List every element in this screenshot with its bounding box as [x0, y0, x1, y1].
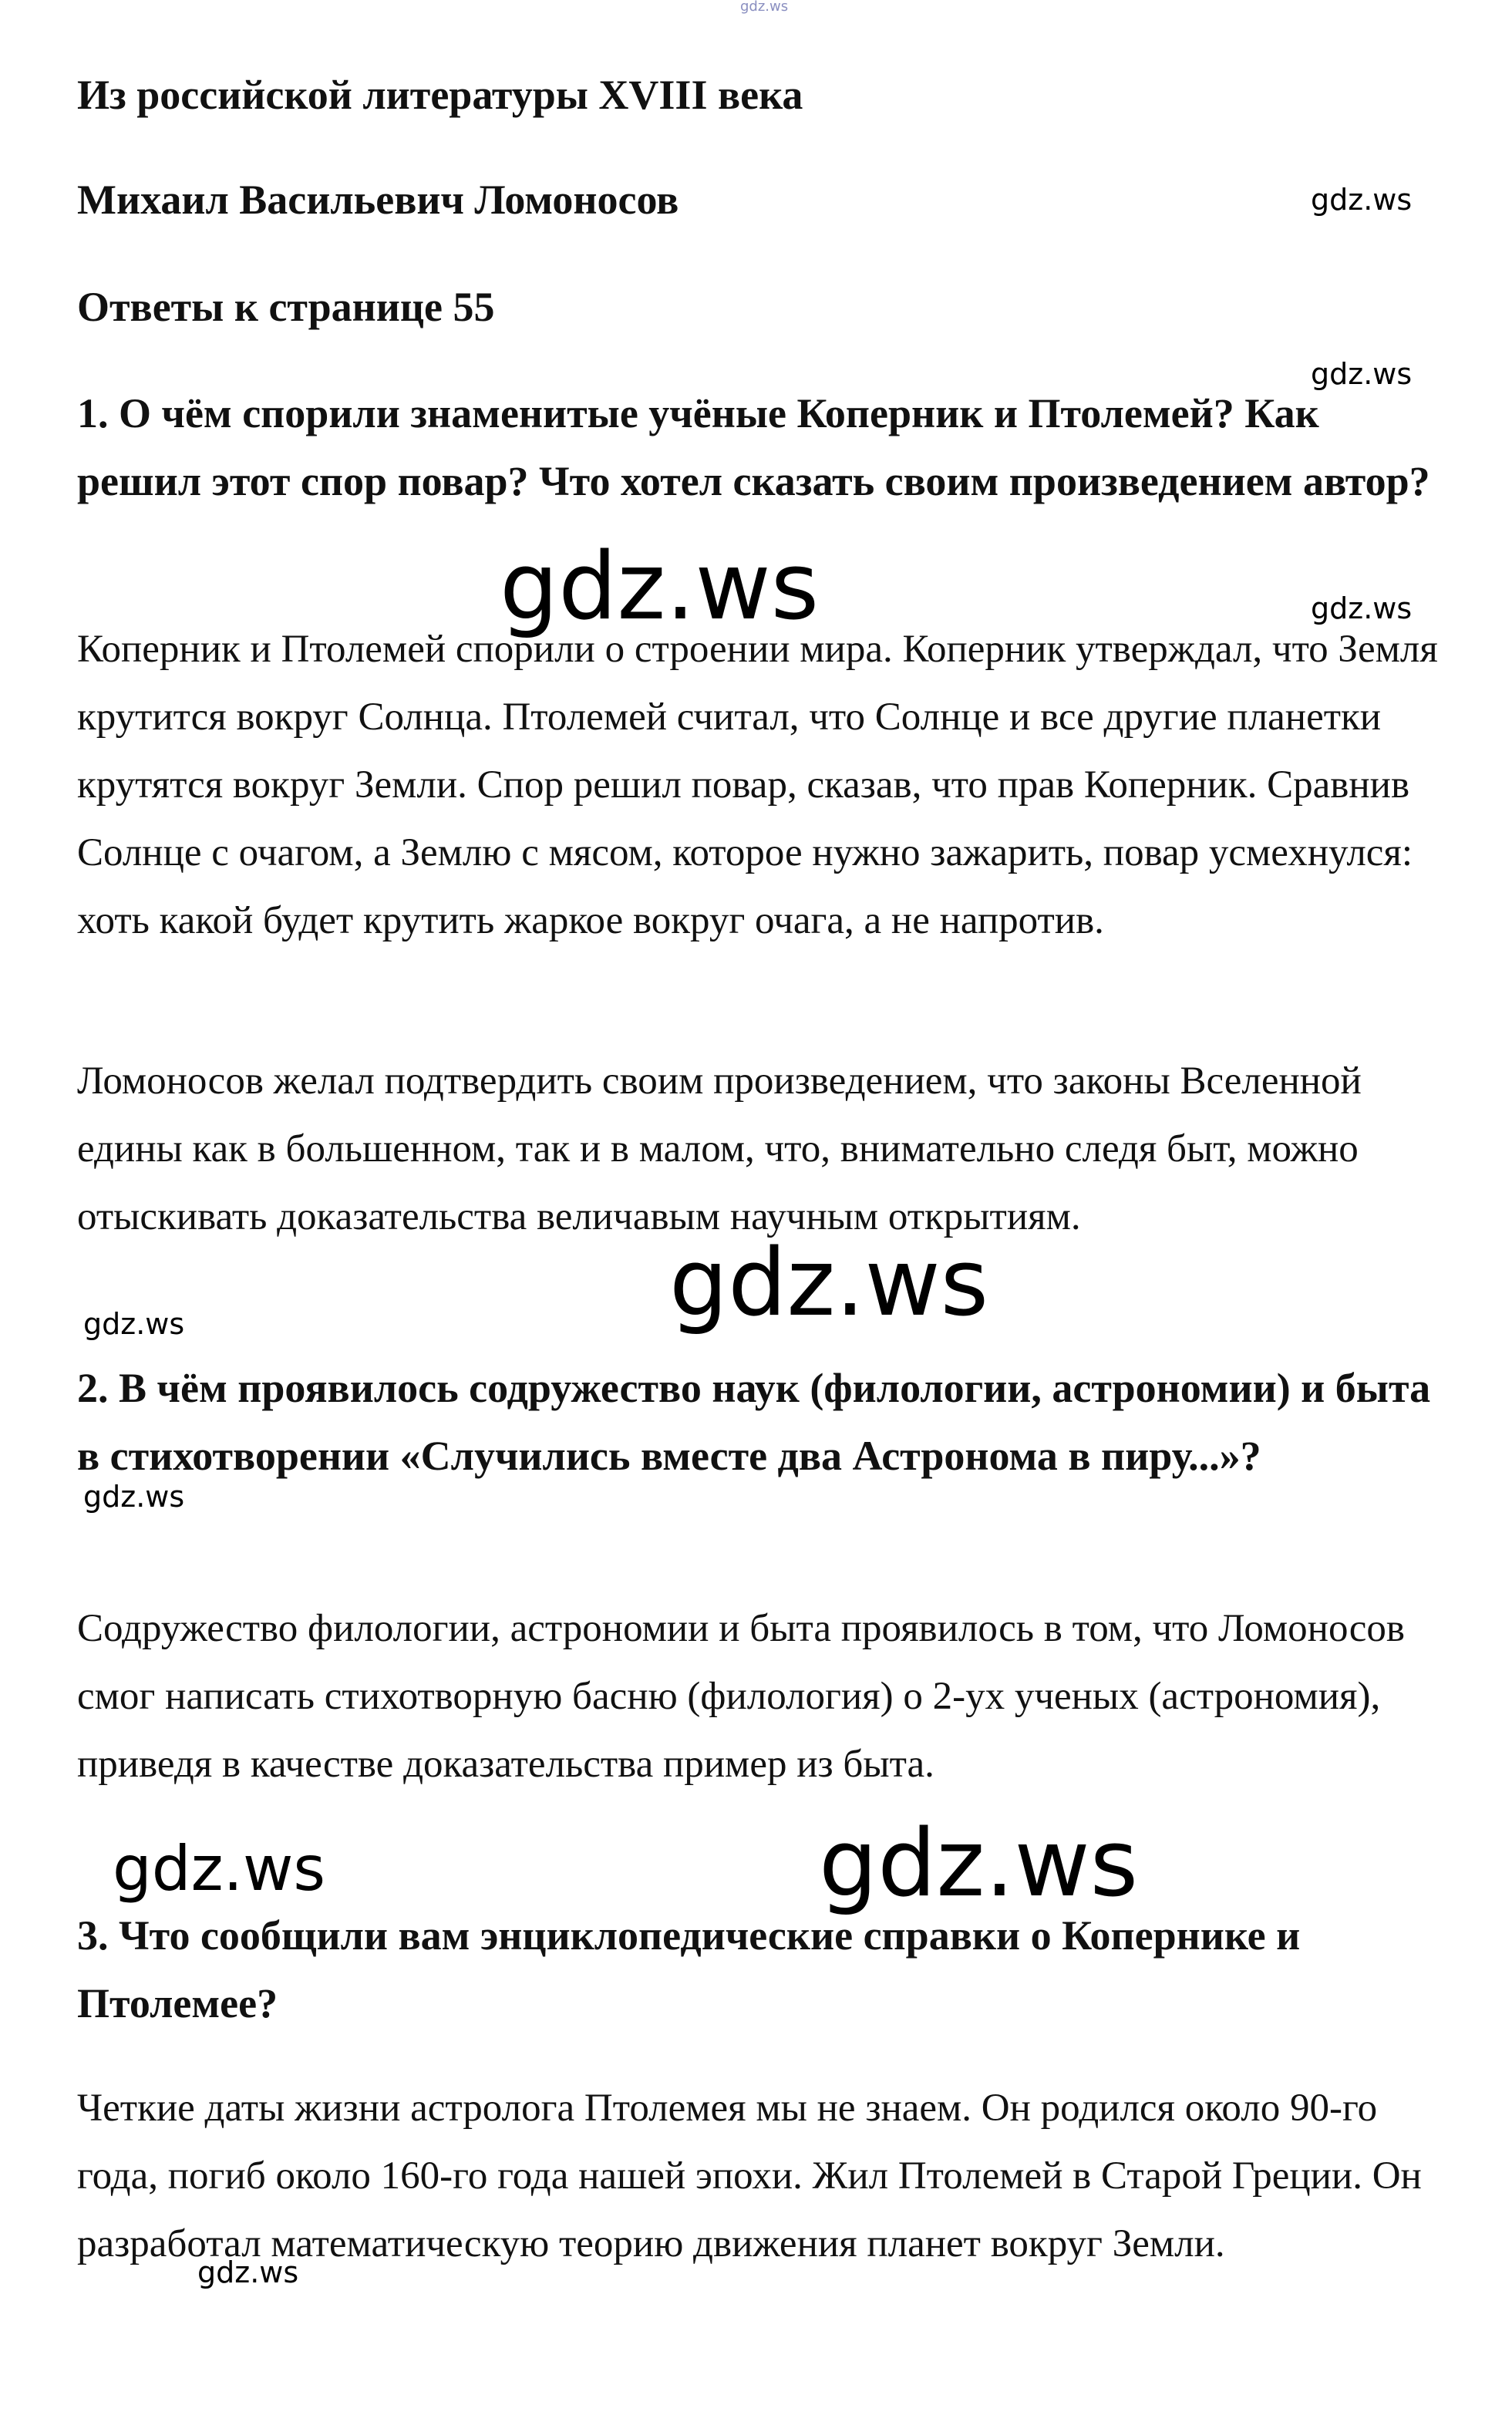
watermark-5: gdz.ws	[669, 1230, 989, 1337]
watermark-7: gdz.ws	[83, 1480, 185, 1514]
watermark-1: gdz.ws	[1311, 183, 1413, 217]
watermark-9: gdz.ws	[819, 1811, 1139, 1918]
answer-3-paragraph-1: Четкие даты жизни астролога Птолемея мы не знаем. Он родился около 90-го года, погиб около 160-го года нашей эпохи. Жил Птолемей в Старой Греции. Он разработал математическую теорию движения планет вокруг Земли.	[77, 2087, 1422, 2265]
question-1: 1. О чём спорили знаменитые учёные Коперник и Птолемей? Как решил этот спор повар? Что хотел сказать своим произведением автор?	[77, 390, 1430, 504]
author-name: Михаил Васильевич Ломоносов	[77, 177, 679, 223]
answer-1-paragraph-2: Ломоносов желал подтвердить своим произведением, что законы Вселенной едины как в большенном, так и в малом, что, внимательно следя быт, можно отыскивать доказательства величавым научным открытиям.	[77, 1059, 1362, 1238]
question-3: 3. Что сообщили вам энциклопедические справки о Копернике и Птолемее?	[77, 1912, 1301, 2026]
watermark-2: gdz.ws	[1311, 357, 1413, 391]
watermark-6: gdz.ws	[83, 1307, 185, 1341]
question-2: 2. В чём проявилось содружество наук (филологии, астрономии) и быта в стихотворении «Случились вместе два Астронома в пиру...»?	[77, 1365, 1431, 1479]
answer-2-paragraph-1: Содружество филологии, астрономии и быта проявилось в том, что Ломоносов смог написать стихотворную басню (филология) о 2-ух ученых (астрономия), приведя в качестве доказательства пример из быта.	[77, 1607, 1405, 1786]
watermark-4: gdz.ws	[1311, 591, 1413, 625]
watermark-10: gdz.ws	[197, 2255, 299, 2289]
watermark-top: gdz.ws	[740, 0, 789, 15]
section-title: Из российской литературы XVIII века	[77, 72, 803, 118]
watermark-3: gdz.ws	[500, 534, 820, 641]
page-answers-title: Ответы к странице 55	[77, 284, 495, 330]
answer-1-paragraph-1: Коперник и Птолемей спорили о строении мира. Коперник утверждал, что Земля крутится вокруг Солнца. Птолемей считал, что Солнце и все другие планетки крутятся вокруг Земли. Спор решил повар, сказав, что прав Коперник. Сравнив Солнце с очагом, а Землю с мясом, которое нужно зажарить, повар усмехнулся: хоть какой будет крутить жаркое вокруг очага, а не напротив.	[77, 628, 1438, 942]
watermark-8: gdz.ws	[113, 1833, 326, 1905]
